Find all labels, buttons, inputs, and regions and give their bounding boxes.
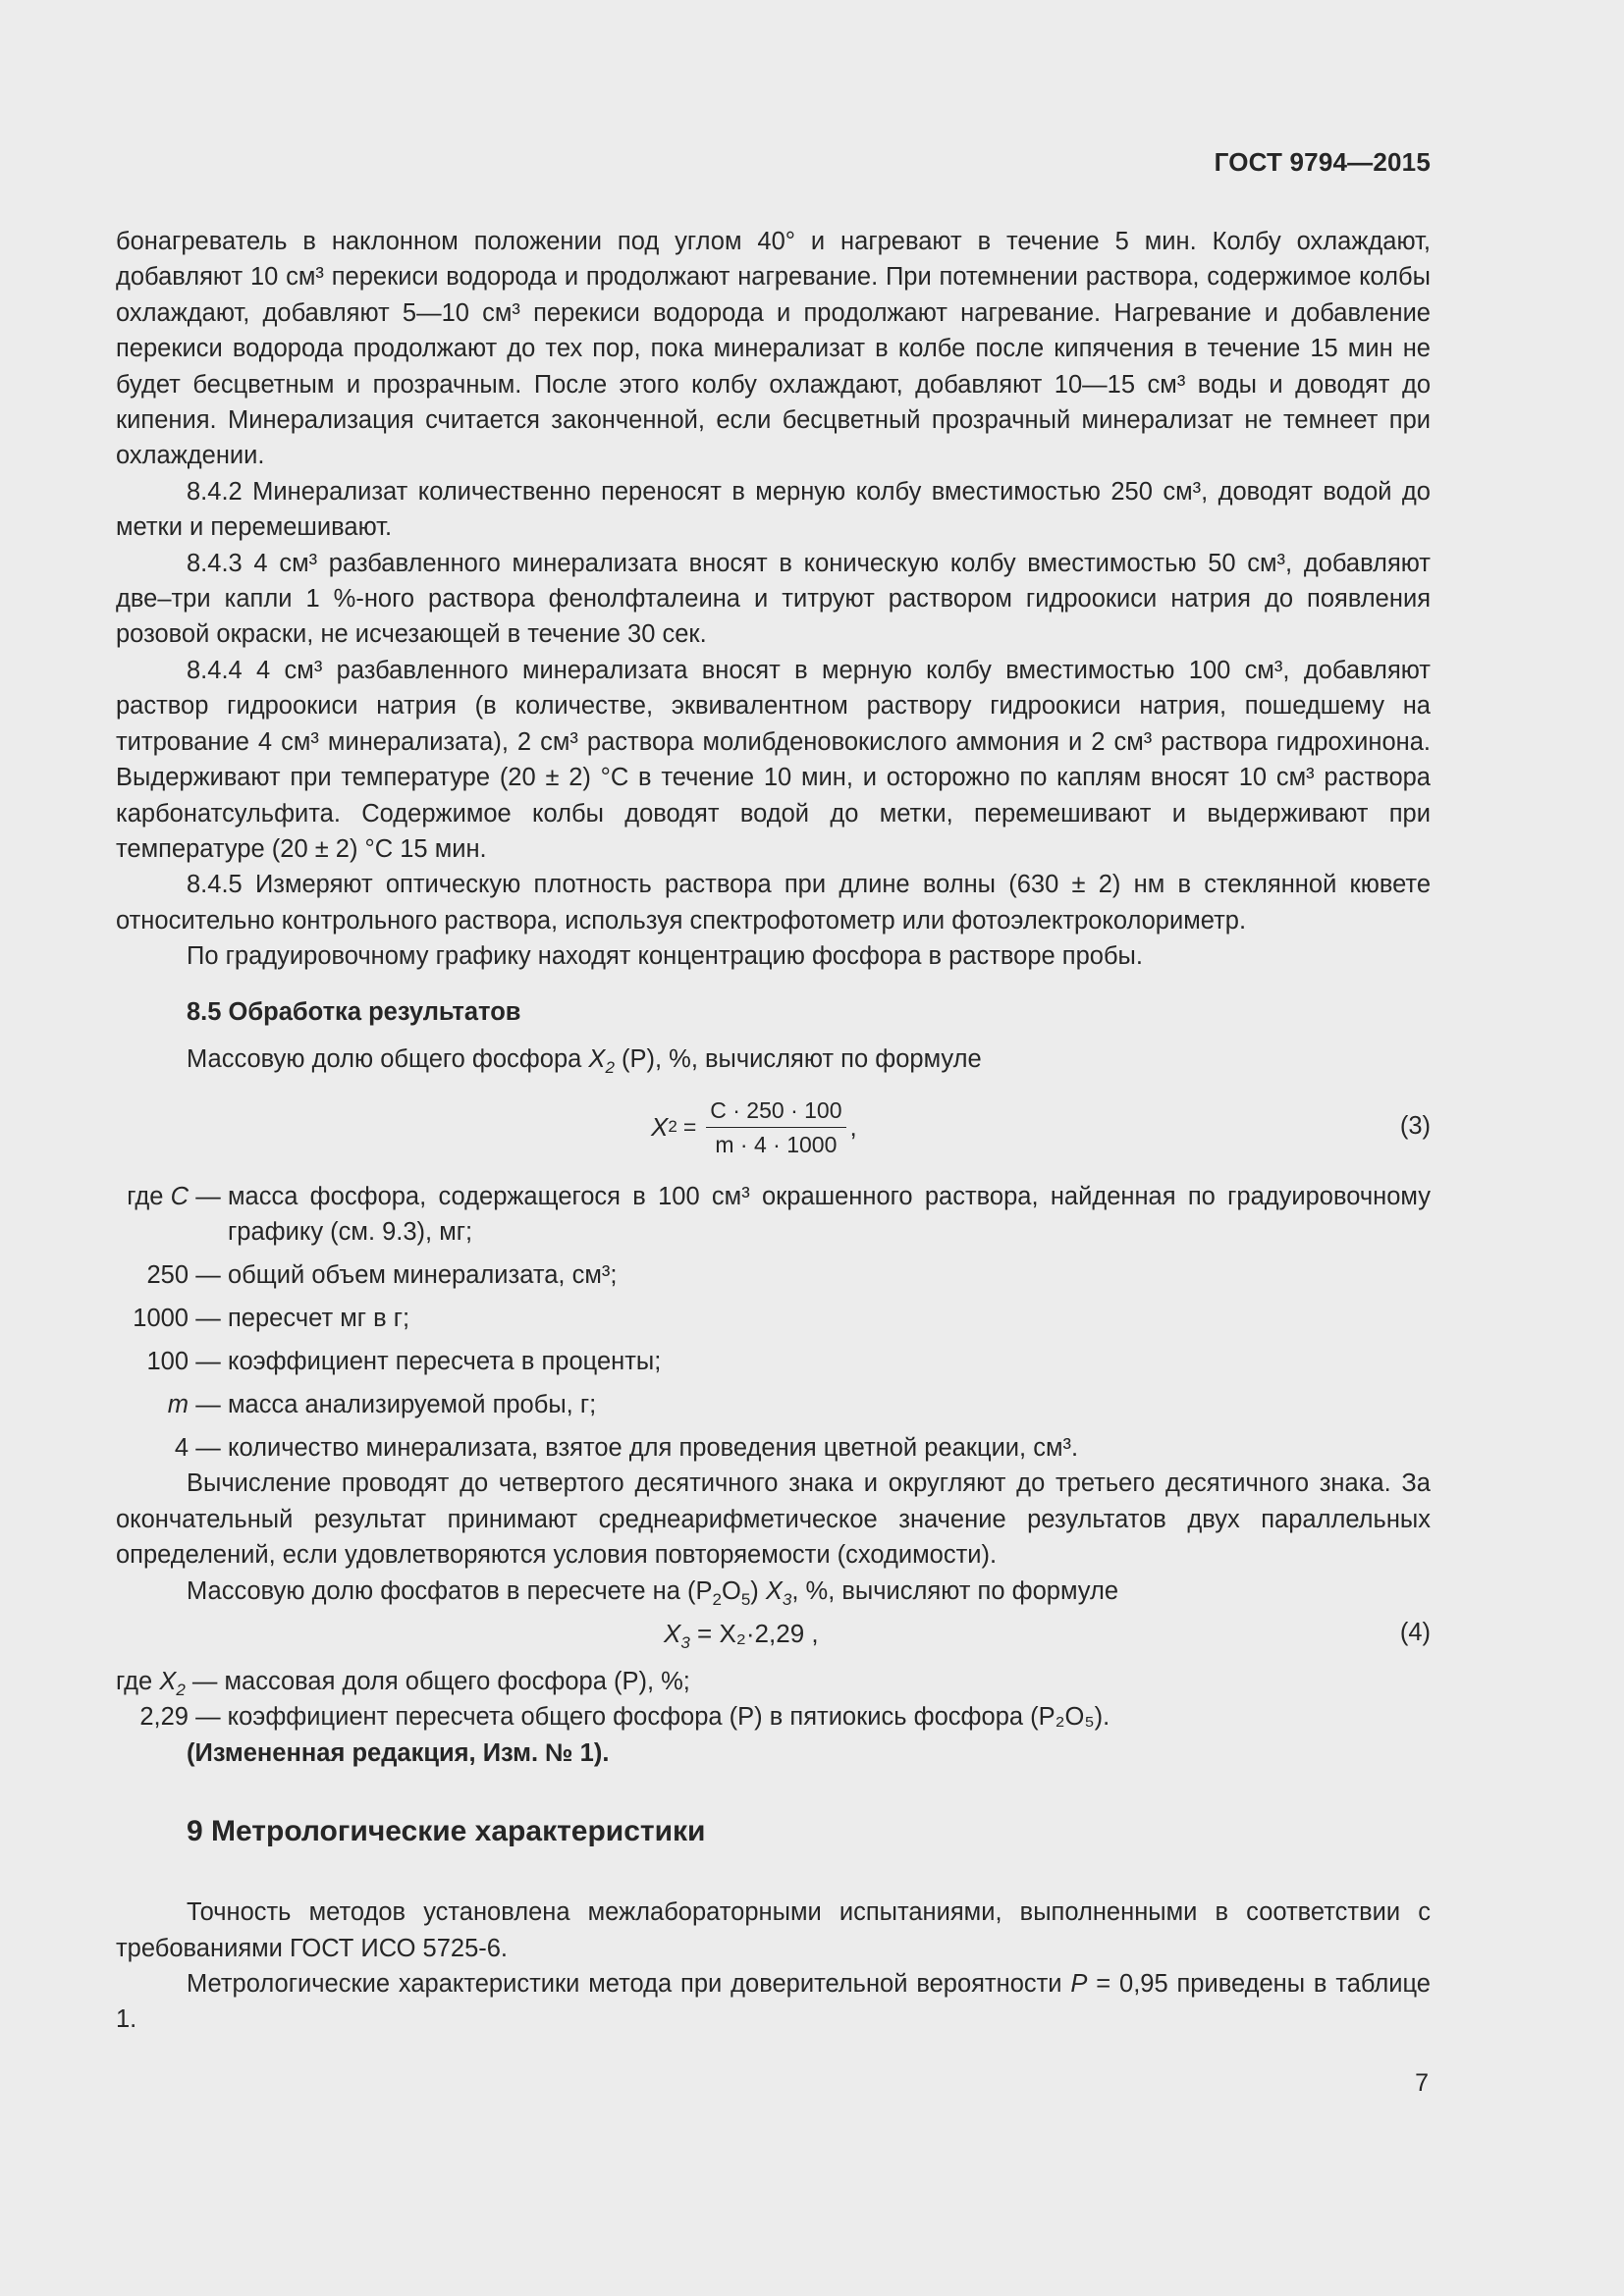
formula-3-comma: , — [849, 1111, 857, 1142]
formula-4-expression — [664, 1618, 819, 1653]
legend-dash: — — [195, 1261, 221, 1290]
document-body — [116, 224, 1431, 2038]
formula-3-number: (3) — [1399, 1111, 1431, 1140]
legend-row — [116, 1699, 1431, 1735]
legend-symbol: 2,29 — [139, 1703, 189, 1732]
paragraph-8-4-4: 8.4.4 4 см³ разбавленного минерализата вносят в мерную колбу вместимостью 100 см³, добавляют раствор гидроокиси натрия (в количестве, эквивалентном раствору гидроокиси натрия, пошедшему на титрование 4 см³ минерализата), 2 см³ раствора молибденовокислого аммония и 2 см³ раствора гидрохинона. Выдерживают при температуре (20 ± 2) °С в течение 10 мин, и осторожно по каплям вносят 10 см³ раствора карбонатсульфита. Содержимое колбы доводят водой до метки, перемешивают и выдерживают при температуре (20 ± 2) °С 15 мин. — [116, 656, 1431, 863]
legend-symbol: где C — [127, 1182, 189, 1210]
legend-dash: — — [195, 1433, 221, 1462]
paragraph-8-4-3: 8.4.3 4 см³ разбавленного минерализата вносят в коническую колбу вместимостью 50 см³, добавляют две–три капли 1 %-ного раствора фенолфталеина и титруют раствором гидроокиси натрия до появления розовой окраски, не исчезающей в течение 30 сек. — [116, 549, 1431, 649]
paragraph-x3-intro: Массовую долю фосфатов в пересчете на $(P_2O_5)$ $X_3$, %, вычисляют по формуле — [187, 1576, 1119, 1609]
paragraph-calibration: По градуировочному графику находят концентрацию фосфора в растворе пробы. — [187, 942, 1143, 971]
x3-symbol: $X_3$ — [765, 1576, 792, 1609]
paragraph-8-4-2: 8.4.2 Минерализат количественно переносят в мерную колбу вместимостью 250 см³, доводят водой до метки и перемешивают. — [116, 477, 1431, 542]
subsection-heading-8-5: 8.5 Обработка результатов — [187, 997, 521, 1026]
formula-3-equals: = — [682, 1113, 697, 1140]
legend-row — [116, 1179, 1431, 1251]
legend-row — [116, 1387, 1431, 1422]
legend-symbol: 250 — [146, 1261, 189, 1290]
x2-subscript: 2 — [605, 1057, 615, 1077]
legend-text: — массовая доля общего фосфора (Р), %; — [191, 1667, 690, 1695]
x2-intro-text: Массовую долю общего фосфора — [187, 1044, 589, 1073]
paragraph-accuracy: Точность методов установлена межлабораторными испытаниями, выполненными в соответствии с требованиями ГОСТ ИСО 5725-6. — [116, 1898, 1431, 1962]
x2-letter: X — [588, 1044, 606, 1073]
legend-symbol: 4 — [174, 1433, 189, 1462]
formula-3-lhs: X — [651, 1111, 669, 1142]
legend-text: масса анализируемой пробы, г; — [228, 1390, 597, 1418]
legend-text: коэффициент пересчета в проценты; — [228, 1348, 662, 1376]
document-header: ГОСТ 9794—2015 — [1214, 147, 1431, 177]
legend-symbol: 1000 — [133, 1305, 189, 1333]
formula-4 — [116, 1615, 1431, 1658]
paragraph-x2-intro — [116, 1041, 1431, 1077]
section-heading-9: 9 Метрологические характеристики — [187, 1815, 706, 1848]
legend-row — [116, 1301, 1431, 1336]
legend-text: масса фосфора, содержащегося в 100 см³ окрашенного раствора, найденная по градуировочному графику (см. 9.3), мг; — [228, 1182, 1431, 1247]
legend-text: пересчет мг в г; — [228, 1305, 410, 1333]
formula-3-denominator: m · 4 · 1000 — [715, 1131, 838, 1157]
legend-row — [116, 1257, 1431, 1293]
legend-symbol: m — [167, 1390, 189, 1418]
x2-intro-tail: (Р), %, вычисляют по формуле — [614, 1044, 982, 1073]
paragraph-metrology: Метрологические характеристики метода при доверительной вероятности P = 0,95 приведены в таблице 1. — [116, 1969, 1431, 2034]
formula-3-numerator: C · 250 · 100 — [706, 1096, 845, 1128]
formula-4-legend — [116, 1664, 1431, 1735]
formula-3 — [116, 1091, 1431, 1167]
legend-row: где $X_2$ — массовая доля общего фосфора (Р), %; — [116, 1664, 1431, 1699]
legend-dash: — — [195, 1305, 221, 1333]
legend-dash: — — [195, 1182, 221, 1210]
formula-3-legend — [116, 1179, 1431, 1466]
formula-4-rhs: = X₂·2,29 , — [697, 1618, 819, 1648]
paragraph-calculation: Вычисление проводят до четвертого десятичного знака и округляют до третьего десятичного знака. За окончательный результат принимают среднеарифметическое значение результатов двух параллельных определений, если удовлетворяются условия повторяемости (сходимости). — [116, 1469, 1431, 1570]
legend-symbol: 100 — [146, 1348, 189, 1376]
formula-3-expression: X 2 = $\frac{C \cdot 250 \cdot 100}{m \cdot 4 \cdot 1000}$ , — [651, 1096, 857, 1157]
formula-3-fraction — [706, 1096, 845, 1158]
x2-symbol — [588, 1044, 615, 1077]
page-number: 7 — [1415, 2069, 1429, 2097]
paragraph-8-4-5: 8.4.5 Измеряют оптическую плотность раствора при длине волны (630 ± 2) нм в стеклянной кювете относительно контрольного раствора, используя спектрофотометр или фотоэлектроколориметр. — [116, 871, 1431, 934]
formula-4-lhs: $X_3$ — [664, 1618, 690, 1653]
amendment-note: (Измененная редакция, Изм. № 1). — [187, 1738, 610, 1767]
legend-row — [116, 1344, 1431, 1379]
legend-dash: — — [195, 1348, 221, 1376]
paragraph-mineralization: бонагреватель в наклонном положении под углом 40° и нагревают в течение 5 мин. Колбу охлаждают, добавляют 10 см³ перекиси водорода и продолжают нагревание. При потемнении раствора, содержимое колбы охлаждают, добавляют 5—10 см³ перекиси водорода и продолжают нагревание. Нагревание и добавление перекиси водорода продолжают до тех пор, пока минерализат в колбе после кипячения в течение 15 мин не будет бесцветным и прозрачным. После этого колбу охлаждают, добавляют 10—15 см³ воды и доводят до кипения. Минерализация считается законченной, если бесцветный прозрачный минерализат не темнеет при охлаждении. — [116, 228, 1431, 470]
legend-text: общий объем минерализата, см³; — [228, 1261, 618, 1290]
legend-text: — коэффициент пересчета общего фосфора (Р) в пятиокись фосфора (P₂O₅). — [195, 1703, 1110, 1732]
legend-text: количество минерализата, взятое для проведения цветной реакции, см³. — [228, 1433, 1079, 1462]
legend-dash: — — [195, 1390, 221, 1418]
legend-row — [116, 1430, 1431, 1466]
formula-4-number: (4) — [1399, 1618, 1431, 1646]
